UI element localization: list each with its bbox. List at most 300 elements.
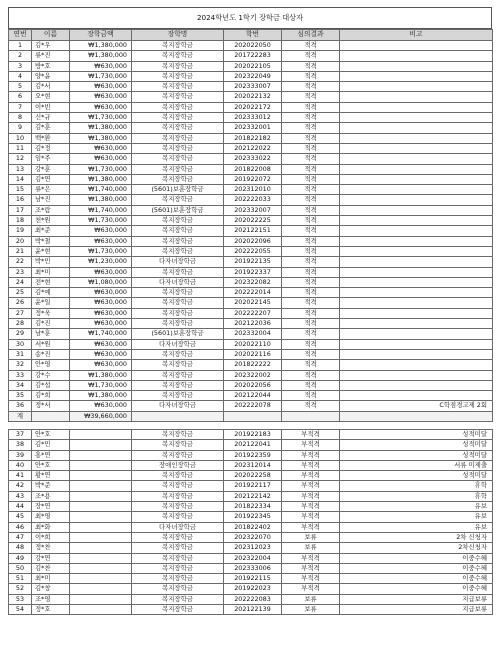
cell-name: 홍*연	[32, 450, 70, 460]
cell-scholarship: 복지장학금	[132, 71, 224, 81]
cell-no: 49	[9, 553, 32, 563]
cell-no: 35	[9, 391, 32, 401]
cell-result: 적격	[282, 143, 340, 153]
cell-remarks	[340, 339, 493, 349]
table-row	[9, 71, 493, 81]
cell-name: 김*정	[32, 143, 70, 153]
cell-no: 1	[9, 41, 32, 51]
cell-no: 9	[9, 123, 32, 133]
cell-remarks: 유보	[340, 512, 493, 522]
cell-scholarship: 복지장학금	[132, 308, 224, 318]
cell-name: 김*섭	[32, 380, 70, 390]
table-row	[9, 123, 493, 133]
cell-remarks	[340, 195, 493, 205]
cell-student-id: 202122036	[224, 319, 282, 329]
table-row	[9, 288, 493, 298]
cell-remarks	[340, 164, 493, 174]
table-row	[9, 360, 493, 370]
cell-name: 남*진	[32, 195, 70, 205]
cell-amount: ₩1,730,000	[70, 113, 132, 123]
cell-name: 김*예	[32, 288, 70, 298]
cell-name: 박*철	[32, 236, 70, 246]
cell-amount	[70, 605, 132, 615]
table-row	[9, 491, 493, 501]
cell-amount	[70, 574, 132, 584]
table-row	[9, 605, 493, 615]
cell-remarks	[340, 257, 493, 267]
cell-scholarship: 다자녀장학금	[132, 257, 224, 267]
cell-remarks	[340, 154, 493, 164]
cell-amount	[70, 543, 132, 553]
cell-result: 적격	[282, 61, 340, 71]
cell-scholarship: 복지장학금	[132, 82, 224, 92]
cell-no: 32	[9, 360, 32, 370]
cell-name: 김*민	[32, 440, 70, 450]
cell-no: 42	[9, 481, 32, 491]
table-row	[9, 440, 493, 450]
cell-remarks	[340, 360, 493, 370]
cell-no: 18	[9, 216, 32, 226]
cell-no: 29	[9, 329, 32, 339]
cell-amount: ₩630,000	[70, 154, 132, 164]
cell-result: 적격	[282, 71, 340, 81]
cell-name: 정*찬	[32, 543, 70, 553]
cell-amount: ₩1,380,000	[70, 391, 132, 401]
cell-no: 8	[9, 113, 32, 123]
cell-remarks	[340, 288, 493, 298]
cell-student-id: 202122151	[224, 226, 282, 236]
cell-amount	[70, 553, 132, 563]
cell-name: 조*람	[32, 205, 70, 215]
table-row	[9, 113, 493, 123]
cell-amount: ₩630,000	[70, 349, 132, 359]
cell-student-id: 202022145	[224, 298, 282, 308]
total-empty	[224, 411, 282, 421]
cell-amount	[70, 481, 132, 491]
cell-student-id: 202222207	[224, 308, 282, 318]
cell-student-id: 201922359	[224, 450, 282, 460]
cell-name: 윤*현	[32, 246, 70, 256]
cell-result: 적격	[282, 102, 340, 112]
cell-no: 2	[9, 51, 32, 61]
cell-student-id: 201922023	[224, 584, 282, 594]
cell-student-id: 202122139	[224, 605, 282, 615]
cell-amount: ₩1,230,000	[70, 257, 132, 267]
cell-remarks: 이중수혜	[340, 584, 493, 594]
cell-amount	[70, 594, 132, 604]
cell-remarks	[340, 143, 493, 153]
cell-student-id: 202122022	[224, 143, 282, 153]
cell-amount: ₩630,000	[70, 236, 132, 246]
cell-no: 16	[9, 195, 32, 205]
cell-result: 적격	[282, 391, 340, 401]
cell-remarks: 유보	[340, 502, 493, 512]
cell-result: 적격	[282, 236, 340, 246]
cell-student-id: 202332004	[224, 329, 282, 339]
cell-name: 윤*일	[32, 298, 70, 308]
cell-scholarship: 복지장학금	[132, 391, 224, 401]
cell-scholarship: 복지장학금	[132, 92, 224, 102]
cell-result: 적격	[282, 267, 340, 277]
cell-remarks	[340, 205, 493, 215]
table-row	[9, 61, 493, 71]
cell-name: 조*영	[32, 594, 70, 604]
cell-remarks	[340, 71, 493, 81]
cell-remarks	[340, 82, 493, 92]
cell-result: 적격	[282, 329, 340, 339]
cell-result: 적격	[282, 133, 340, 143]
table-row	[9, 584, 493, 594]
cell-no: 48	[9, 543, 32, 553]
cell-amount: ₩630,000	[70, 61, 132, 71]
cell-amount: ₩630,000	[70, 360, 132, 370]
cell-result: 적격	[282, 82, 340, 92]
cell-student-id: 201922072	[224, 174, 282, 184]
cell-remarks	[340, 277, 493, 287]
cell-no: 7	[9, 102, 32, 112]
table-row	[9, 92, 493, 102]
cell-scholarship: 복지장학금	[132, 298, 224, 308]
cell-no: 27	[9, 308, 32, 318]
table-row	[9, 471, 493, 481]
cell-result: 보류	[282, 532, 340, 542]
cell-result: 부적격	[282, 491, 340, 501]
cell-amount	[70, 460, 132, 470]
cell-student-id: 202332007	[224, 205, 282, 215]
cell-scholarship: 복지장학금	[132, 288, 224, 298]
cell-result: 부적격	[282, 574, 340, 584]
cell-result: 부적격	[282, 522, 340, 532]
cell-amount: ₩1,380,000	[70, 195, 132, 205]
cell-scholarship: 복지장학금	[132, 440, 224, 450]
cell-name: 정*욱	[32, 308, 70, 318]
cell-scholarship: 복지장학금	[132, 236, 224, 246]
table-row	[9, 298, 493, 308]
table-row	[9, 143, 493, 153]
cell-student-id: 202022110	[224, 339, 282, 349]
header-remarks: 비고	[340, 30, 493, 41]
table-row	[9, 267, 493, 277]
cell-scholarship: 복지장학금	[132, 512, 224, 522]
cell-student-id: 202322004	[224, 553, 282, 563]
cell-scholarship: 복지장학금	[132, 102, 224, 112]
cell-student-id: 201922183	[224, 429, 282, 439]
table-row	[9, 82, 493, 92]
cell-no: 22	[9, 257, 32, 267]
total-empty	[282, 411, 340, 421]
table-row	[9, 51, 493, 61]
cell-student-id: 202022225	[224, 216, 282, 226]
cell-student-id: 201922337	[224, 267, 282, 277]
cell-result: 부적격	[282, 471, 340, 481]
cell-result: 적격	[282, 205, 340, 215]
cell-amount	[70, 532, 132, 542]
table-row	[9, 246, 493, 256]
cell-no: 26	[9, 298, 32, 308]
cell-scholarship: 복지장학금	[132, 267, 224, 277]
cell-scholarship: (5601)보훈장학금	[132, 329, 224, 339]
cell-remarks	[340, 61, 493, 71]
cell-no: 41	[9, 471, 32, 481]
cell-remarks: 이중수혜	[340, 553, 493, 563]
cell-name: 송*진	[32, 349, 70, 359]
table-row	[9, 195, 493, 205]
cell-scholarship: 복지장학금	[132, 594, 224, 604]
cell-no: 19	[9, 226, 32, 236]
cell-result: 적격	[282, 257, 340, 267]
cell-remarks	[340, 185, 493, 195]
cell-name: 이*빈	[32, 102, 70, 112]
cell-result: 적격	[282, 277, 340, 287]
cell-name: 김*진	[32, 319, 70, 329]
cell-remarks	[340, 216, 493, 226]
cell-no: 51	[9, 574, 32, 584]
table-row	[9, 370, 493, 380]
cell-student-id: 202122044	[224, 391, 282, 401]
cell-student-id: 202332001	[224, 123, 282, 133]
cell-scholarship: 복지장학금	[132, 246, 224, 256]
cell-no: 43	[9, 491, 32, 501]
cell-result: 적격	[282, 349, 340, 359]
cell-student-id: 202333007	[224, 82, 282, 92]
table-row	[9, 563, 493, 573]
cell-name: 류*은	[32, 185, 70, 195]
cell-student-id: 201822008	[224, 164, 282, 174]
table-row	[9, 308, 493, 318]
cell-amount	[70, 584, 132, 594]
cell-scholarship: 복지장학금	[132, 113, 224, 123]
cell-scholarship: 복지장학금	[132, 133, 224, 143]
cell-scholarship: 복지장학금	[132, 450, 224, 460]
table-row	[9, 277, 493, 287]
cell-name: 양*윤	[32, 71, 70, 81]
table-row	[9, 553, 493, 563]
table-row	[9, 429, 493, 439]
cell-name: 최*미	[32, 267, 70, 277]
cell-no: 25	[9, 288, 32, 298]
cell-remarks: C학점경고제 2회	[340, 401, 493, 411]
cell-remarks	[340, 370, 493, 380]
section-gap	[8, 422, 492, 429]
table-row	[9, 133, 493, 143]
cell-name: 강*훈	[32, 164, 70, 174]
cell-student-id: 202222055	[224, 246, 282, 256]
cell-name: 이*희	[32, 532, 70, 542]
cell-name: 안*호	[32, 460, 70, 470]
header-scholarship: 장학명	[132, 30, 224, 41]
cell-name: 김*희	[32, 391, 70, 401]
cell-amount: ₩1,730,000	[70, 164, 132, 174]
table-row	[9, 185, 493, 195]
table-row	[9, 154, 493, 164]
cell-result: 부적격	[282, 429, 340, 439]
ineligible-table	[8, 429, 493, 615]
cell-name: 김*찬	[32, 563, 70, 573]
cell-amount: ₩630,000	[70, 288, 132, 298]
table-row	[9, 174, 493, 184]
cell-scholarship: (5601)보훈장학금	[132, 185, 224, 195]
cell-result: 적격	[282, 380, 340, 390]
cell-result: 적격	[282, 226, 340, 236]
table-row	[9, 349, 493, 359]
cell-no: 3	[9, 61, 32, 71]
cell-no: 46	[9, 522, 32, 532]
cell-result: 적격	[282, 51, 340, 61]
cell-result: 적격	[282, 370, 340, 380]
cell-scholarship: 복지장학금	[132, 543, 224, 553]
cell-result: 적격	[282, 195, 340, 205]
cell-result: 적격	[282, 360, 340, 370]
table-row	[9, 216, 493, 226]
total-empty-name	[32, 411, 70, 421]
cell-remarks	[340, 329, 493, 339]
cell-student-id: 201922117	[224, 481, 282, 491]
cell-no: 20	[9, 236, 32, 246]
table-row	[9, 574, 493, 584]
cell-remarks: 이중수혜	[340, 574, 493, 584]
cell-remarks	[340, 298, 493, 308]
cell-result: 부적격	[282, 584, 340, 594]
cell-name: 김*우	[32, 41, 70, 51]
cell-amount	[70, 471, 132, 481]
cell-student-id: 202022056	[224, 380, 282, 390]
cell-remarks	[340, 349, 493, 359]
cell-amount	[70, 502, 132, 512]
cell-remarks	[340, 174, 493, 184]
cell-scholarship: 복지장학금	[132, 429, 224, 439]
cell-result: 적격	[282, 401, 340, 411]
cell-student-id: 202022050	[224, 41, 282, 51]
cell-student-id: 202222078	[224, 401, 282, 411]
cell-amount: ₩630,000	[70, 143, 132, 153]
cell-remarks: 2차 신청자	[340, 532, 493, 542]
cell-amount: ₩630,000	[70, 401, 132, 411]
cell-remarks: 휴학	[340, 481, 493, 491]
cell-amount	[70, 491, 132, 501]
cell-remarks: 성적미달	[340, 471, 493, 481]
cell-scholarship: 다자녀장학금	[132, 339, 224, 349]
table-row	[9, 502, 493, 512]
cell-no: 38	[9, 440, 32, 450]
cell-scholarship: 복지장학금	[132, 123, 224, 133]
cell-scholarship: 복지장학금	[132, 553, 224, 563]
cell-student-id: 202122041	[224, 440, 282, 450]
cell-student-id: 202022096	[224, 236, 282, 246]
cell-remarks	[340, 51, 493, 61]
table-row	[9, 512, 493, 522]
cell-scholarship: (5601)보훈장학금	[132, 205, 224, 215]
total-row	[9, 411, 493, 421]
cell-scholarship: 복지장학금	[132, 360, 224, 370]
cell-amount	[70, 450, 132, 460]
cell-amount: ₩1,740,000	[70, 329, 132, 339]
cell-no: 4	[9, 71, 32, 81]
cell-amount	[70, 440, 132, 450]
cell-scholarship: 복지장학금	[132, 216, 224, 226]
cell-name: 정*서	[32, 401, 70, 411]
header-row	[9, 30, 493, 41]
total-empty	[132, 411, 224, 421]
cell-student-id: 201922345	[224, 512, 282, 522]
header-name: 이름	[32, 30, 70, 41]
cell-name: 남*훈	[32, 329, 70, 339]
cell-amount	[70, 522, 132, 532]
cell-amount: ₩1,080,000	[70, 277, 132, 287]
cell-no: 15	[9, 185, 32, 195]
cell-no: 28	[9, 319, 32, 329]
cell-amount: ₩1,380,000	[70, 51, 132, 61]
cell-scholarship: 다자녀장학금	[132, 401, 224, 411]
table-row	[9, 543, 493, 553]
cell-remarks: 휴학	[340, 491, 493, 501]
cell-scholarship: 복지장학금	[132, 143, 224, 153]
cell-result: 적격	[282, 41, 340, 51]
cell-name: 박*준	[32, 481, 70, 491]
eligible-table	[8, 29, 493, 422]
cell-name: 황*연	[32, 471, 70, 481]
cell-amount	[70, 563, 132, 573]
cell-name: 최*미	[32, 574, 70, 584]
cell-remarks: 지급보류	[340, 605, 493, 615]
table-row	[9, 391, 493, 401]
cell-student-id: 202022132	[224, 92, 282, 102]
cell-amount: ₩630,000	[70, 298, 132, 308]
cell-scholarship: 복지장학금	[132, 605, 224, 615]
cell-result: 적격	[282, 185, 340, 195]
cell-amount: ₩630,000	[70, 102, 132, 112]
cell-remarks	[340, 308, 493, 318]
cell-result: 부적격	[282, 440, 340, 450]
cell-name: 방*호	[32, 61, 70, 71]
table-row	[9, 319, 493, 329]
cell-remarks	[340, 319, 493, 329]
cell-amount: ₩1,380,000	[70, 133, 132, 143]
cell-name: 서*원	[32, 339, 70, 349]
header-no: 연번	[9, 30, 32, 41]
cell-amount: ₩630,000	[70, 226, 132, 236]
cell-result: 적격	[282, 113, 340, 123]
cell-name: 박*민	[32, 257, 70, 267]
table-row	[9, 460, 493, 470]
cell-student-id: 202222014	[224, 288, 282, 298]
header-result: 심의결과	[282, 30, 340, 41]
cell-scholarship: 복지장학금	[132, 532, 224, 542]
cell-amount: ₩1,730,000	[70, 71, 132, 81]
cell-no: 53	[9, 594, 32, 604]
cell-result: 적격	[282, 319, 340, 329]
cell-no: 39	[9, 450, 32, 460]
cell-remarks	[340, 380, 493, 390]
cell-scholarship: 복지장학금	[132, 154, 224, 164]
cell-amount: ₩1,740,000	[70, 185, 132, 195]
cell-amount	[70, 429, 132, 439]
cell-student-id: 202312014	[224, 460, 282, 470]
cell-no: 36	[9, 401, 32, 411]
cell-scholarship: 복지장학금	[132, 61, 224, 71]
cell-scholarship: 복지장학금	[132, 574, 224, 584]
cell-no: 17	[9, 205, 32, 215]
cell-result: 보류	[282, 594, 340, 604]
cell-student-id: 202322049	[224, 71, 282, 81]
cell-remarks	[340, 226, 493, 236]
cell-student-id: 201922135	[224, 257, 282, 267]
cell-scholarship: 복지장학금	[132, 195, 224, 205]
cell-result: 부적격	[282, 502, 340, 512]
cell-scholarship: 복지장학금	[132, 41, 224, 51]
cell-remarks	[340, 102, 493, 112]
cell-student-id: 202312023	[224, 543, 282, 553]
cell-student-id: 201922115	[224, 574, 282, 584]
